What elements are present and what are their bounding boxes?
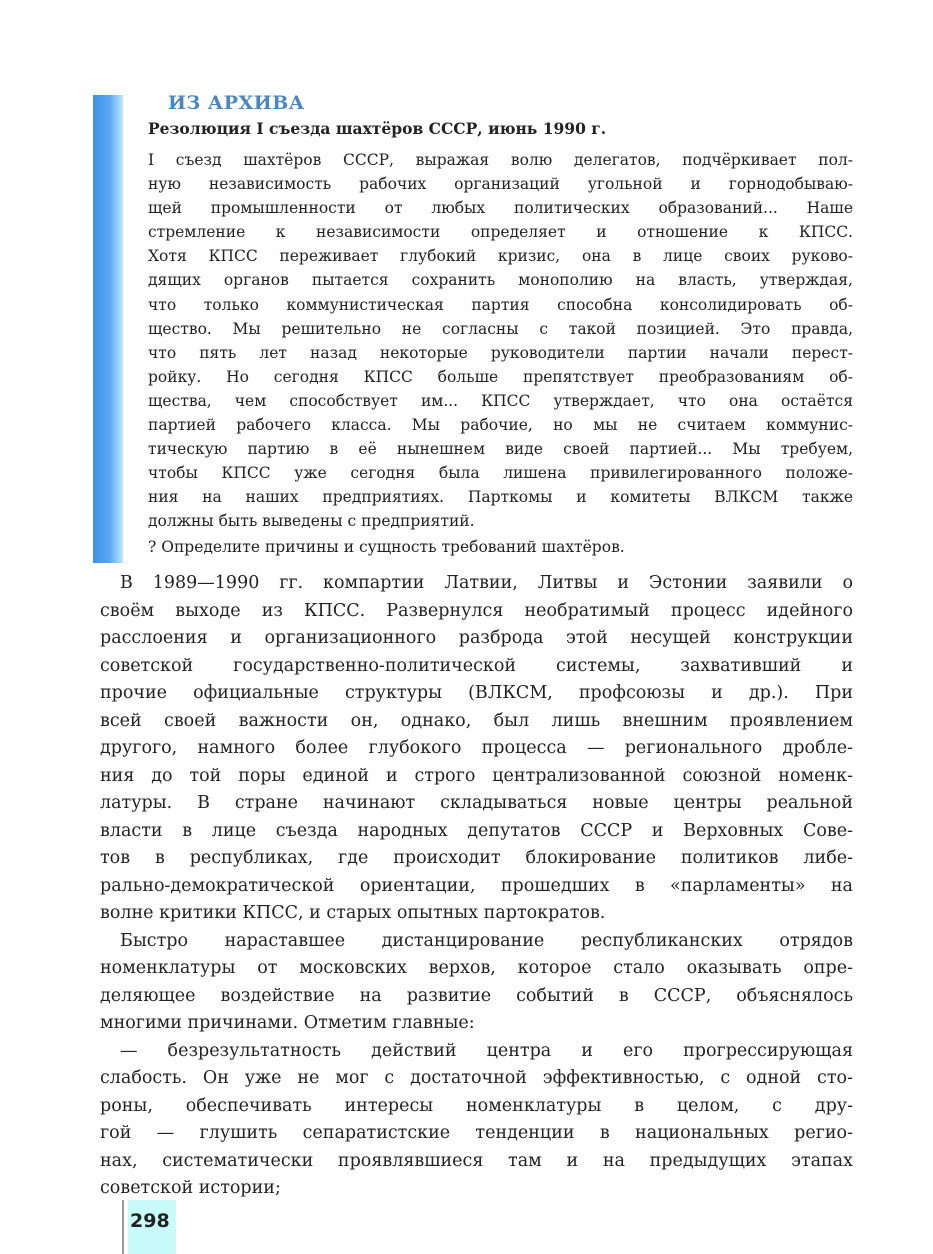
archive-text-line: Хотя КПСС переживает глубокий кризис, она в лице своих руково- xyxy=(148,247,853,266)
paragraph-line: ния до той поры единой и строго централизованной союзной номенк- xyxy=(100,765,853,786)
archive-text xyxy=(148,148,853,534)
paragraph-line: волне критики КПСС, и старых опытных партократов. xyxy=(100,903,606,923)
archive-text-line: чтобы КПСС уже сегодня была лишена привилегированного положе- xyxy=(148,464,853,483)
archive-question: ? Определите причины и сущность требований шахтёров. xyxy=(148,538,625,556)
page-number: 298 xyxy=(130,1210,170,1232)
paragraph-line: советской истории; xyxy=(100,1178,281,1198)
paragraph-line: гой — глушить сепаратистские тенденции в национальных регио- xyxy=(100,1123,853,1143)
archive-text-line: щество. Мы решительно не согласны с такой позицией. Это правда, xyxy=(148,319,853,338)
archive-text-line: тическую партию в её нынешнем виде своей партией... Мы требуем, xyxy=(148,440,853,459)
archive-text-line: стремление к независимости определяет и отношение к КПСС. xyxy=(148,223,853,242)
archive-text-line: что пять лет назад некоторые руководители партии начали перест- xyxy=(148,343,853,362)
paragraph-line: тов в республиках, где происходит блокирование политиков либе- xyxy=(100,848,853,868)
main-text xyxy=(100,570,853,1203)
paragraph-line: другого, намного более глубокого процесса — регионального дробле- xyxy=(100,738,853,758)
paragraph-line: — безрезультатность действий центра и его прогрессирующая xyxy=(120,1040,853,1061)
paragraph-line: своём выходе из КПСС. Развернулся необратимый процесс идейного xyxy=(100,600,853,621)
archive-text-line: ройку. Но сегодня КПСС больше препятствует преобразованиям об- xyxy=(148,367,853,386)
archive-title: ИЗ АРХИВА xyxy=(168,92,305,114)
paragraph-line: многими причинами. Отметим главные: xyxy=(100,1013,475,1033)
paragraph-line: Быстро нараставшее дистанцирование республиканских отрядов xyxy=(120,930,853,951)
paragraph-line: прочие официальные структуры (ВЛКСМ, профсоюзы и др.). При xyxy=(100,683,853,703)
archive-text-line: дящих органов пытается сохранить монополию на власть, утверждая, xyxy=(148,271,853,290)
archive-text-line: щества, чем способствует им... КПСС утверждает, что она остаётся xyxy=(148,391,853,410)
paragraph-line: роны, обеспечивать интересы номенклатуры в целом, с дру- xyxy=(100,1095,853,1116)
archive-text-line: что только коммунистическая партия способна консолидировать об- xyxy=(148,295,853,314)
paragraph-line: власти в лице съезда народных депутатов СССР и Верховных Сове- xyxy=(100,820,853,841)
paragraph-line: номенклатуры от московских верхов, которое стало оказывать опре- xyxy=(100,958,853,978)
paragraph-line: расслоения и организационного разброда этой несущей конструкции xyxy=(100,628,853,648)
archive-text-line: должны быть выведены с предприятий. xyxy=(148,512,475,531)
archive-sidebar-bar xyxy=(93,95,123,563)
paragraph-line: латуры. В стране начинают складываться новые центры реальной xyxy=(100,793,853,813)
paragraph-line: нах, систематически проявлявшиеся там и на предыдущих этапах xyxy=(100,1150,853,1171)
archive-text-line: ния на наших предприятиях. Парткомы и комитеты ВЛКСМ также xyxy=(148,488,853,507)
paragraph-line: слабость. Он уже не мог с достаточной эффективностью, с одной сто- xyxy=(100,1068,853,1088)
archive-text-line: щей промышленности от любых политических образований... Наше xyxy=(148,199,853,218)
paragraph-line: советской государственно-политической системы, захвативший и xyxy=(100,655,853,676)
page-number-rule xyxy=(122,1200,124,1254)
paragraph-line: В 1989—1990 гг. компартии Латвии, Литвы и Эстонии заявили о xyxy=(120,573,853,593)
paragraph-line: рально-демократической ориентации, прошедших в «парламенты» на xyxy=(100,875,853,896)
paragraph-line: всей своей важности он, однако, был лишь внешним проявлением xyxy=(100,710,853,731)
paragraph-line: деляющее воздействие на развитие событий в СССР, объяснялось xyxy=(100,985,853,1006)
archive-heading: Резолюция I съезда шахтёров СССР, июнь 1990 г. xyxy=(148,119,607,138)
archive-text-line: ную независимость рабочих организаций угольной и горнодобываю- xyxy=(148,175,853,194)
archive-text-line: I съезд шахтёров СССР, выражая волю делегатов, подчёркивает пол- xyxy=(148,151,853,169)
archive-text-line: партией рабочего класса. Мы рабочие, но мы не считаем коммунис- xyxy=(148,416,853,435)
